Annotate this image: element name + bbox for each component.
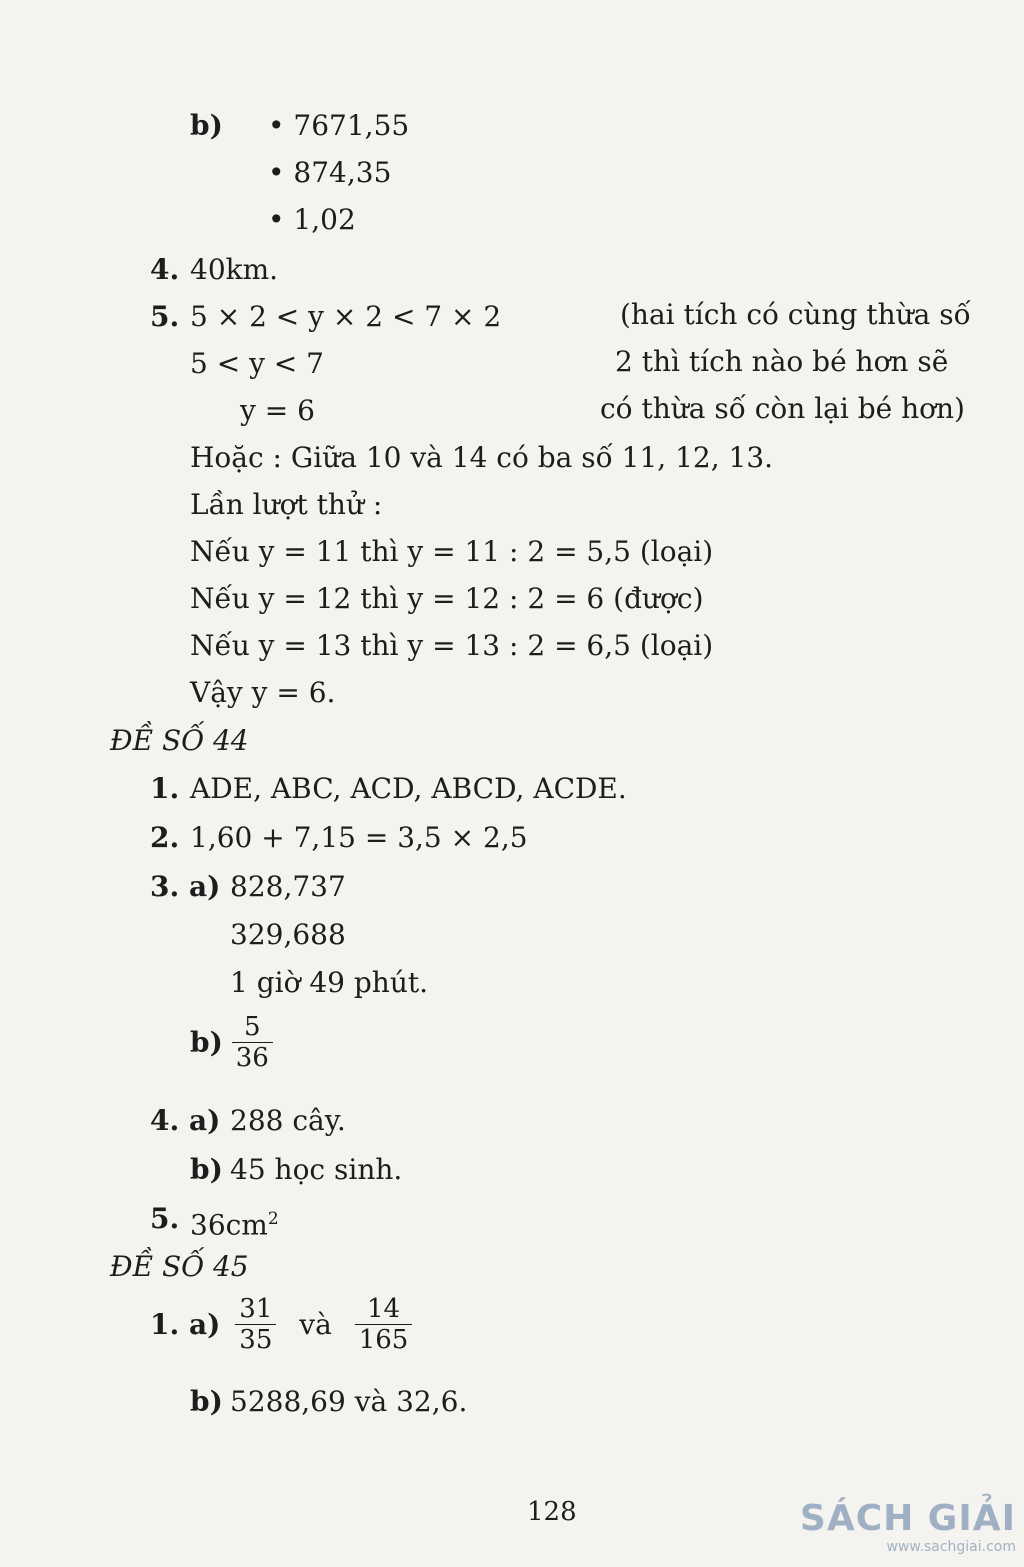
question-number: 1. (150, 772, 180, 805)
question-number: 4. a) (150, 1104, 221, 1137)
watermark-url: www.sachgiai.com (886, 1539, 1016, 1555)
text-line: Nếu y = 11 thì y = 11 : 2 = 5,5 (loại) (190, 535, 714, 568)
denominator: 36 (235, 1043, 269, 1073)
answer-line: 1 giờ 49 phút. (230, 966, 429, 999)
numerator: 5 (232, 1012, 273, 1043)
fraction-answer (150, 1294, 412, 1355)
superscript: 2 (267, 1209, 279, 1229)
answer-line: • 874,35 (268, 156, 392, 189)
answer-line (190, 1201, 279, 1243)
explanation-line: 2 thì tích nào bé hơn sẽ (615, 345, 949, 378)
area-value: 36cm (190, 1208, 268, 1242)
question-number: 2. (150, 821, 180, 854)
answer-line: 828,737 (230, 870, 346, 903)
text-line: Lần lượt thử : (190, 488, 383, 521)
equation-line: 5 × 2 < y × 2 < 7 × 2 (190, 300, 502, 333)
denominator: 35 (239, 1325, 273, 1355)
answer-line: 45 học sinh. (230, 1153, 403, 1186)
question-number: 1. a) (150, 1307, 221, 1341)
answer-line: 40km. (190, 253, 279, 286)
fraction-answer (190, 1012, 273, 1073)
fraction (355, 1294, 413, 1355)
fraction (232, 1012, 273, 1073)
question-number: 3. a) (150, 870, 221, 903)
conjunction: và (299, 1307, 332, 1341)
answer-line: • 1,02 (268, 203, 356, 236)
answer-line: • 7671,55 (268, 109, 410, 142)
text-line: Hoặc : Giữa 10 và 14 có ba số 11, 12, 13. (190, 441, 774, 474)
watermark-logo: SÁCH GIẢI (799, 1498, 1016, 1539)
part-label: b) (190, 1153, 223, 1186)
numerator: 14 (355, 1294, 413, 1325)
part-label: b) (190, 1025, 223, 1059)
section-heading: ĐỀ SỐ 44 (110, 724, 249, 757)
watermark (800, 1499, 1016, 1555)
text-line: Vậy y = 6. (190, 676, 336, 709)
question-number: 5. (150, 1202, 180, 1235)
answer-line: 1,60 + 7,15 = 3,5 × 2,5 (190, 821, 528, 854)
page-number: 128 (527, 1497, 577, 1527)
explanation-line: (hai tích có cùng thừa số (620, 298, 971, 331)
fraction (235, 1294, 276, 1355)
equation-line: 5 < y < 7 (190, 347, 324, 380)
part-b-label: b) (190, 109, 223, 142)
text-line: Nếu y = 12 thì y = 12 : 2 = 6 (được) (190, 582, 704, 615)
equation-line: y = 6 (240, 394, 315, 427)
answer-line: ADE, ABC, ACD, ABCD, ACDE. (190, 772, 627, 805)
numerator: 31 (235, 1294, 276, 1325)
question-number: 4. (150, 253, 180, 286)
answer-line: 5288,69 và 32,6. (230, 1385, 468, 1418)
text-line: Nếu y = 13 thì y = 13 : 2 = 6,5 (loại) (190, 629, 714, 662)
part-label: b) (190, 1385, 223, 1418)
explanation-line: có thừa số còn lại bé hơn) (600, 392, 965, 425)
answer-line: 288 cây. (230, 1104, 346, 1137)
answer-line: 329,688 (230, 918, 346, 951)
section-heading: ĐỀ SỐ 45 (110, 1250, 249, 1283)
denominator: 165 (358, 1325, 409, 1355)
question-number: 5. (150, 300, 180, 333)
